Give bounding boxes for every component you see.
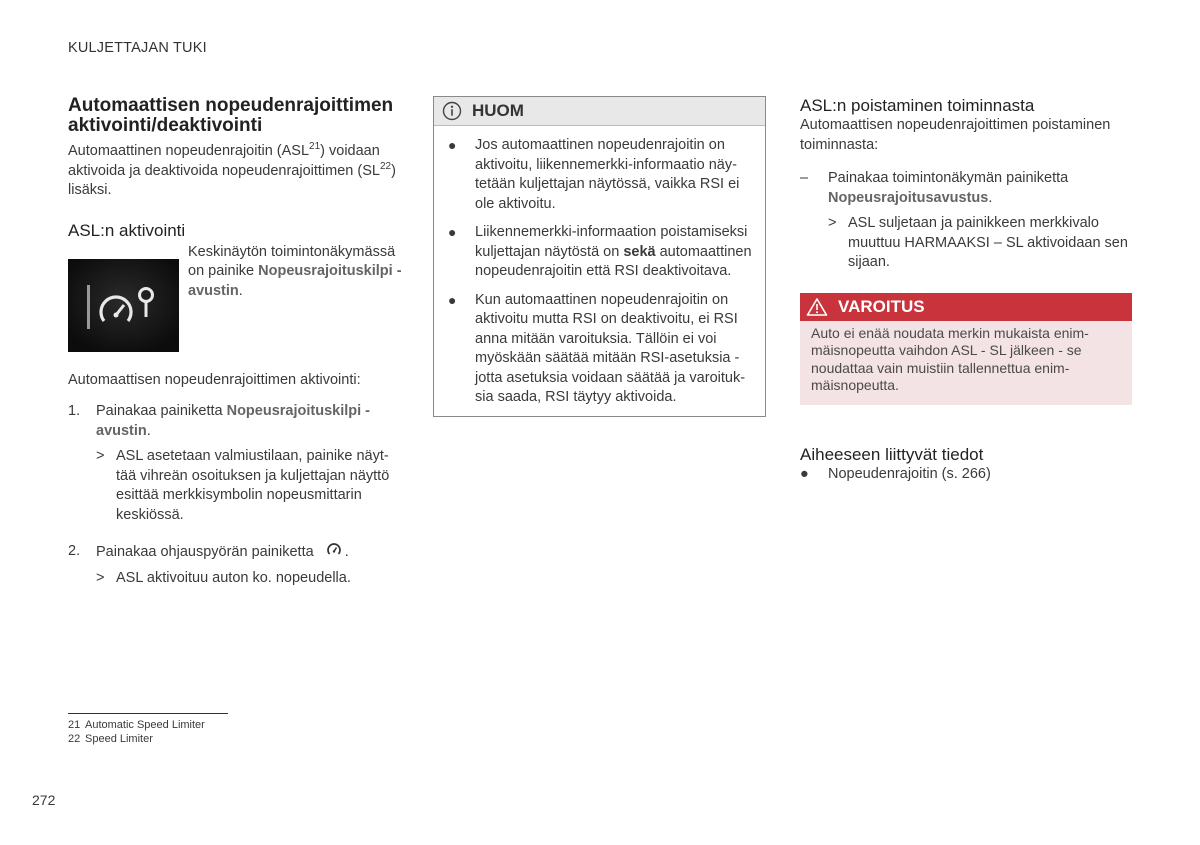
footnote-text: Speed Limiter	[85, 733, 153, 745]
warning-triangle-icon	[806, 297, 828, 317]
page-number: 272	[32, 792, 56, 808]
intro-paragraph	[68, 142, 400, 201]
footnote-21	[68, 718, 228, 732]
column-right	[800, 96, 1132, 484]
note-item-bold: sekä	[623, 243, 656, 260]
step-text: Painakaa ohjauspyörän painiketta	[96, 544, 314, 560]
step-highlight: Nopeusrajoituskilpi -avustin	[96, 403, 371, 439]
warning-header	[800, 293, 1132, 321]
speed-limit-assist-button-image	[68, 259, 179, 352]
note-item-text: Kun automaattinen nopeudenrajoitin on aktivoitu mutta RSI on deaktivoitu, ei RSI anna mitään varoituksia. Tällöin ei voi myöskään säätää mitään RSI-asetuksia - jotta asetuksia voidaan säätää ja varoituksia saada, RSI täytyy aktivoida.	[475, 291, 746, 405]
result-arrow: >	[96, 569, 105, 586]
footnote-number: 21	[68, 719, 81, 731]
dash-bullet: –	[800, 170, 809, 186]
footnote-ref-21[interactable]: 21	[309, 141, 321, 153]
bullet: ●	[800, 465, 809, 482]
note-box	[433, 96, 766, 417]
steering-wheel-speed-button-icon	[326, 542, 342, 558]
step-2	[68, 542, 400, 588]
footnote-22	[68, 732, 228, 746]
footnotes	[68, 713, 228, 746]
result-arrow: >	[96, 448, 105, 464]
note-item	[448, 136, 753, 214]
footnote-text: Automatic Speed Limiter	[85, 719, 205, 731]
removal-intro: Automaattisen nopeudenrajoittimen poistaminen toiminnasta:	[800, 117, 1111, 153]
note-title: HUOM	[472, 101, 524, 121]
note-item-text-a: Liikennemerkki-informaation poistamiseksi kuljettajan näytöstä on	[475, 224, 748, 260]
related-item[interactable]	[800, 465, 1132, 485]
bullet: ●	[448, 224, 457, 240]
step-text: Painakaa painiketta	[96, 403, 227, 419]
intro-text-c: ) lisäksi.	[68, 162, 396, 198]
procedure-intro: Automaattisen nopeudenrajoittimen aktivointi:	[68, 371, 361, 388]
column-left	[68, 96, 400, 588]
column-middle	[433, 96, 766, 417]
step-end: .	[344, 544, 349, 560]
step-end: .	[146, 422, 151, 439]
bullet: ●	[448, 291, 457, 308]
procedure-steps	[68, 402, 400, 588]
speed-limit-assist-icon	[68, 259, 179, 352]
warning-title: VAROITUS	[838, 296, 925, 316]
note-item	[448, 223, 753, 282]
step-result	[96, 569, 400, 589]
warning-box	[800, 293, 1132, 405]
step-result-text: ASL aktivoituu auton ko. nopeudella.	[116, 569, 351, 586]
intro-text-a: Automaattinen nopeudenrajoitin (ASL	[68, 143, 310, 159]
step-1	[68, 402, 400, 525]
activation-description	[188, 243, 402, 302]
section-label: KULJETTAJAN TUKI	[68, 40, 207, 56]
note-item	[448, 291, 753, 408]
note-list	[434, 126, 765, 416]
bullet: ●	[448, 137, 457, 153]
warning-text: Auto ei enää noudata merkin mukaista enimmäisnopeutta vaihdon ASL - SL jälkeen - se noudattaa vain muistiin tallennettua enimmäisnopeutta.	[811, 324, 1089, 393]
info-icon	[442, 101, 462, 121]
removal-step	[800, 169, 1132, 273]
step-result	[96, 447, 400, 525]
activation-block	[68, 243, 400, 355]
removal-step-text: Painakaa toimintonäkymän painiketta	[828, 170, 1069, 186]
related-heading: Aiheeseen liittyvät tiedot	[800, 444, 984, 464]
removal-result-text: ASL suljetaan ja painikkeen merkkivalo muuttuu HARMAAKSI – SL aktivoidaan sen sijaan.	[848, 215, 1128, 270]
note-header	[434, 97, 765, 126]
removal-heading: ASL:n poistaminen toiminnasta	[800, 96, 1035, 115]
intro-text-b: ) voidaan aktivoida ja deaktivoida nopeudenrajoittimen (SL	[68, 143, 380, 179]
footnote-ref-22[interactable]: 22	[379, 160, 392, 172]
footnote-number: 22	[68, 733, 81, 745]
step-result-text: ASL asetetaan valmiustilaan, painike näyttää vihreän osoituksen ja kuljettajan näyttö esittää merkkisymbolin nopeusmittarin keskiössä.	[116, 448, 390, 523]
activation-heading: ASL:n aktivointi	[68, 220, 186, 240]
related-link[interactable]: Nopeudenrajoitin (s. 266)	[828, 465, 991, 482]
result-arrow: >	[828, 215, 837, 231]
speed-limit-assist-label: Nopeusrajoitusavustus	[828, 189, 989, 206]
step-number: 1.	[68, 403, 81, 419]
speed-limit-assist-label: Nopeusrajoituskilpi -avustin	[188, 263, 402, 299]
step-number: 2.	[68, 543, 81, 559]
note-item-text: Jos automaattinen nopeudenrajoitin on aktivoitu, liikennemerkki-informaatio näytetään kuljettajan näytössä, vaikka RSI ei ole aktivoitu.	[475, 137, 740, 212]
activation-end: .	[238, 282, 243, 299]
activation-text: Keskinäytön toimintonäkymässä on painike	[188, 243, 396, 279]
note-item-text-b: automaattinen nopeudenrajoitin että RSI deaktivoitava.	[475, 243, 752, 279]
removal-result	[828, 214, 1132, 273]
page-title: Automaattisen nopeudenrajoittimen aktivointi/deaktivointi	[68, 95, 394, 136]
removal-step-end: .	[988, 189, 993, 206]
